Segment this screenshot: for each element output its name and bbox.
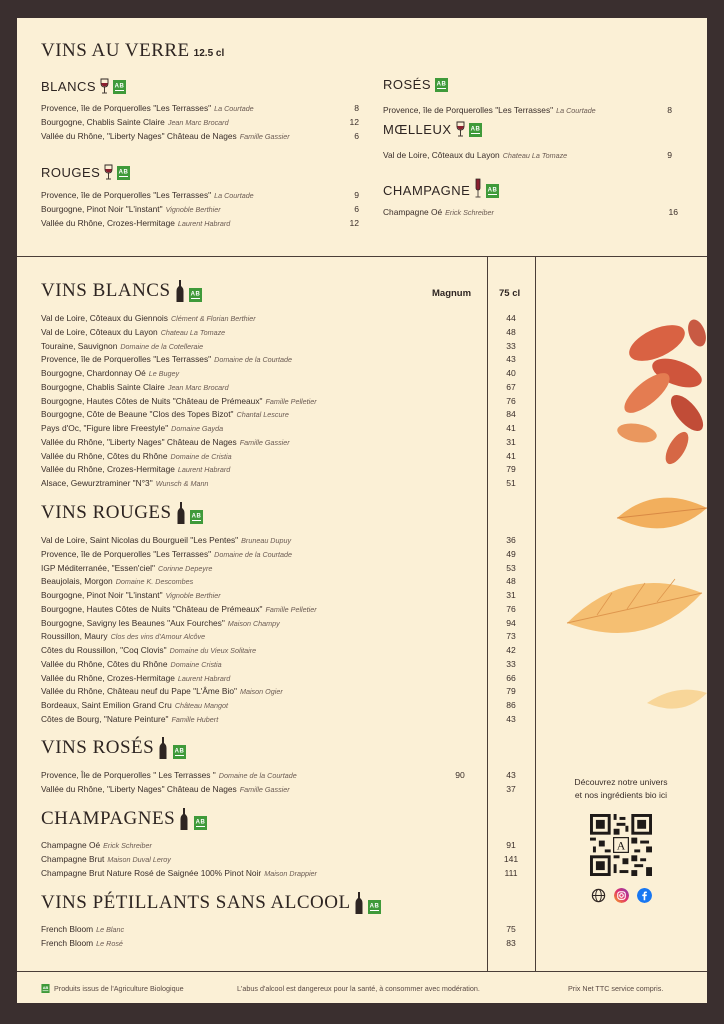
wine-row [41,395,317,407]
wine-row [41,203,221,215]
wine-name: Vallée du Rhône, Côtes du Rhône [41,450,168,461]
wine-producer: Domaine du Vieux Solitaire [169,646,257,655]
wine-producer: Clément & Florian Berthier [170,314,256,323]
wine-price: 31 [506,436,516,447]
wine-price: 33 [506,658,516,669]
wine-producer: Chateau La Tomaze [160,327,226,337]
wine-row [41,312,256,324]
wine-row [41,534,291,546]
wine-row [41,685,283,697]
wine-producer: Vignoble Berthier [165,591,221,600]
promo-line-2: et nos ingrédients bio ici [574,790,668,800]
wine-name: Alsace, Gewurztraminer "N°3" [41,478,153,488]
instagram-icon[interactable] [614,888,629,903]
wine-row [41,783,290,795]
wine-row [41,589,221,601]
orange-leaf-3 [647,690,707,709]
wine-producer: Famille Pelletier [265,604,317,614]
footer-prices: Prix Net TTC service compris. [568,984,664,993]
wine-name: IGP Méditerranée, "Essen'ciel" [41,562,155,573]
bio-label-icon [368,900,381,914]
wine-row [41,102,254,114]
wine-price: 43 [506,770,516,780]
wine-price: 84 [506,409,516,420]
wine-row [41,367,179,379]
wine-row [41,463,230,475]
bio-label-icon [435,78,448,92]
verre-rouges-heading: ROUGES [41,164,130,180]
promo-text [545,776,697,802]
wine-row [41,326,225,338]
wine-name: French Bloom [41,937,94,948]
verre-moelleux-heading: MŒLLEUX [383,121,482,137]
wine-name: Bordeaux, Saint Emilion Grand Cru [41,700,172,710]
wine-price: 49 [506,548,516,559]
wine-row [383,206,494,218]
wine-row [41,116,229,128]
footer-bio: Produits issus de l'Agriculture Biologique [41,984,184,993]
wine-row [41,575,193,587]
verre-champagne-heading: CHAMPAGNE [383,178,499,198]
wine-producer: Le Bugey [148,369,180,378]
wine-name: French Bloom [41,924,94,934]
wine-name: Côtes du Roussillon, "Coq Clovis" [41,645,167,655]
wine-row [41,699,228,711]
wine-row [41,381,229,393]
wine-price: 141 [503,853,519,864]
wine-producer: Domaine Gayda [171,424,224,433]
wine-name: Vallée du Rhône, Crozes-Hermitage [41,672,175,683]
wine-row [41,617,280,629]
wine-row [41,548,292,560]
wine-producer: Erick Schreiber [103,841,152,850]
wine-price: 48 [506,326,516,337]
wine-price: 16 [668,207,678,217]
wine-name: Bourgogne, Hautes Côtes de Nuits "Château de Prémeaux" [41,395,263,406]
wine-name: Bourgogne, Savigny les Beaunes "Aux Fourches" [41,617,225,628]
wine-producer: Vignoble Berthier [165,204,221,214]
wine-price: 86 [506,700,516,710]
wine-name: Champagne Oé [383,207,443,217]
wine-row [41,839,152,851]
red-leaf-cluster [616,317,707,467]
bio-label-icon [189,288,202,302]
wine-name: Beaujolais, Morgon [41,576,113,587]
wine-price: 9 [354,190,359,200]
wine-row [41,562,212,574]
wine-price: 111 [504,867,518,878]
wine-producer: Maison Champy [227,618,280,628]
bio-label-icon [190,510,203,524]
wine-row [41,630,205,642]
wine-row [41,672,230,684]
wine-name: Champagne Brut Nature Rosé de Saignée 100% Pinot Noir [41,867,262,878]
wine-row [41,189,254,201]
wine-bottle-icon [176,280,184,302]
wine-row [41,603,317,615]
wine-producer: Chantal Lescure [236,410,289,420]
wine-row [41,450,232,462]
wine-bottle-icon [177,502,185,524]
wine-price: 76 [506,395,516,406]
wine-bottle-icon [180,808,188,830]
bio-label-icon [194,816,207,830]
wine-price: 41 [506,450,516,461]
wine-name: Provence, île de Porquerolles "Les Terrasses" [41,354,212,365]
wine-price: 33 [506,340,516,351]
magnum-column-header: Magnum [432,288,472,299]
wine-glass-icon [100,78,109,94]
wine-price: 8 [667,105,672,115]
wine-producer: Clos des vins d'Amour Alcôve [110,632,206,642]
promo-line-1: Découvrez notre univers [574,777,668,787]
wine-price: 75 [506,924,516,934]
wine-row [41,477,208,489]
wine-name: Touraine, Sauvignon [41,340,118,351]
wine-name: Vallée du Rhône, Crozes-Hermitage [41,217,175,228]
wine-price: 12 [349,116,359,127]
wine-price: 6 [354,203,359,214]
wine-producer: Laurent Habrard [177,465,231,475]
wine-row [41,340,203,352]
wine-name: Val de Loire, Côteaux du Layon [41,326,158,337]
wine-row [41,408,289,420]
wine-producer: Famille Gassier [239,784,290,794]
wine-producer: Domaine de la Cotelleraie [120,341,204,351]
wine-price: 67 [506,381,516,392]
verre-blancs-heading: BLANCS [41,78,126,94]
wine-row [41,923,124,935]
bio-label-icon [41,984,50,993]
champagnes-title: CHAMPAGNES [41,808,207,830]
wine-glass-icon [456,121,465,137]
wine-name: Vallée du Rhône, Côtes du Rhône [41,658,168,669]
wine-price: 48 [506,576,516,587]
wine-name: Vallée du Rhône, Château neuf du Pape "L'Âme Bio" [41,686,237,697]
bio-label-icon [173,745,186,759]
wine-name: Champagne Brut [41,853,105,864]
vins-rouges-title: VINS ROUGES [41,502,203,524]
wine-producer: Famille Gassier [239,131,290,141]
verre-roses-heading: ROSÉS [383,77,448,92]
wine-row [41,644,256,656]
wine-producer: Corinne Depeyre [158,563,213,573]
verre-size: 12.5 cl [193,48,225,59]
wine-bottle-icon [355,892,363,914]
wine-price: 94 [506,617,516,628]
wine-producer: Le Blanc [96,925,125,934]
wine-price: 36 [506,535,516,545]
bio-label-icon [113,80,126,94]
wine-name: Val de Loire, Côteaux du Giennois [41,313,168,323]
wine-producer: Domaine K. Descombes [115,577,194,587]
wine-producer: Maison Ogier [239,687,283,697]
wine-name: Provence, île de Porquerolles "Les Terrasses" [41,103,212,113]
wine-row [41,353,292,365]
globe-icon[interactable] [591,888,606,903]
wine-row [41,658,222,670]
svg-text:A: A [616,838,626,853]
wine-producer: Domaine de la Courtade [214,355,293,365]
column-divider-right [535,256,536,971]
wine-producer: La Courtade [214,191,254,200]
wine-producer: Jean Marc Brocard [167,117,229,127]
wine-price: 37 [506,783,516,794]
wine-producer: Domaine de la Courtade [218,771,297,780]
vins-roses-title: VINS ROSÉS [41,737,186,759]
wine-producer: Laurent Habrard [177,673,231,683]
wine-producer: Le Rosé [96,938,123,948]
wine-name: Côtes de Bourg, "Nature Peinture" [41,713,169,724]
wine-row [383,104,596,116]
wine-price: 83 [506,937,516,948]
wine-row [41,853,171,865]
wine-row [41,937,123,949]
verre-title: VINS AU VERRE 12.5 cl [41,40,225,61]
wine-name: Bourgogne, Chablis Sainte Claire [41,381,165,392]
wine-price: 51 [506,478,516,488]
wine-row [41,130,290,142]
orange-leaf-2 [567,579,702,633]
wine-name: Val de Loire, Côteaux du Layon [383,150,500,160]
bio-label-icon [469,123,482,137]
wine-name: Roussillon, Maury [41,631,108,642]
wine-name: Pays d'Oc, "Figure libre Freestyle" [41,423,169,433]
wine-producer: Chateau La Tomaze [502,151,568,160]
wine-name: Provence, île de Porquerolles "Les Terrasses" [41,548,212,559]
wine-producer: Domaine de Cristia [170,451,232,461]
column-divider-left [487,256,488,971]
wine-price: 6 [354,130,359,141]
leaf-decoration [537,303,707,723]
wine-row [41,713,218,725]
wine-name: Vallée du Rhône, "Liberty Nages" Château de Nages [41,436,237,447]
wine-price: 91 [506,840,516,850]
wine-price: 43 [506,354,516,365]
wine-bottle-icon [159,737,167,759]
wine-magnum-price: 90 [455,770,465,780]
wine-price: 79 [506,686,516,697]
footer-divider [17,971,707,972]
wine-name: Bourgogne, Hautes Côtes de Nuits "Château de Prémeaux" [41,603,263,614]
wine-producer: La Courtade [214,104,254,113]
section-divider [17,256,707,257]
wine-name: Bourgogne, Chardonnay Oé [41,368,146,378]
wine-glass-icon [104,164,113,180]
wine-producer: La Courtade [556,106,596,115]
wine-name: Vallée du Rhône, Crozes-Hermitage [41,464,175,475]
champagne-flute-icon [474,178,482,198]
wine-producer: Maison Duval Leroy [107,854,171,864]
wine-row [41,436,290,448]
wine-price: 42 [506,645,516,655]
wine-name: Provence, île de Porquerolles "Les Terrasses" [41,190,212,200]
orange-leaf-1 [617,498,707,529]
wine-producer: Domaine de la Courtade [214,549,293,559]
facebook-icon[interactable] [637,888,652,903]
wine-name: Provence, île de Porquerolles "Les Terrasses" [383,105,554,115]
wine-producer: Erick Schreiber [445,208,494,217]
wine-price: 53 [506,562,516,573]
wine-row [41,769,297,781]
wine-producer: Laurent Habrard [177,218,231,228]
wine-price: 31 [506,590,516,600]
wine-producer: Famille Gassier [239,437,290,447]
wine-price: 41 [506,423,516,433]
wine-producer: Domaine Cristia [170,659,222,669]
vins-blancs-title: VINS BLANCS [41,280,202,302]
wine-price: 8 [354,103,359,113]
wine-name: Bourgogne, Chablis Sainte Claire [41,116,165,127]
wine-price: 40 [506,368,516,378]
wine-price: 12 [349,217,359,228]
wine-price: 76 [506,603,516,614]
wine-row [41,867,317,879]
bio-label-icon [486,184,499,198]
wine-price: 79 [506,464,516,475]
wine-price: 44 [506,313,516,323]
sans-alcool-title: VINS PÉTILLANTS SANS ALCOOL [41,892,381,914]
wine-name: Bourgogne, Pinot Noir "L'instant" [41,590,163,600]
wine-producer: Jean Marc Brocard [167,382,229,392]
wine-name: Val de Loire, Saint Nicolas du Bourgueil "Les Pentes" [41,535,239,545]
wine-row [41,422,223,434]
wine-price: 73 [506,631,516,642]
menu-page [17,18,707,1003]
wine-producer: Château Mangot [174,701,228,710]
bio-label-icon [117,166,130,180]
wine-name: Bourgogne, Côte de Beaune "Clos des Topes Bizot" [41,409,234,420]
wine-name: Provence, Île de Porquerolles " Les Terrasses " [41,770,216,780]
qr-code[interactable] [590,814,652,876]
wine-row [383,149,567,161]
wine-producer: Famille Hubert [171,714,219,724]
wine-producer: Bruneau Dupuy [241,536,292,545]
wine-price: 43 [506,713,516,724]
wine-producer: Famille Pelletier [265,396,317,406]
wine-producer: Maison Drappier [264,868,317,878]
bottle-column-header: 75 cl [499,288,521,299]
wine-producer: Wunsch & Mann [155,479,209,488]
wine-price: 9 [667,150,672,160]
wine-price: 66 [506,672,516,683]
wine-row [41,217,230,229]
wine-name: Vallée du Rhône, "Liberty Nages" Château de Nages [41,783,237,794]
wine-name: Bourgogne, Pinot Noir "L'instant" [41,203,163,214]
wine-name: Vallée du Rhône, "Liberty Nages" Château de Nages [41,130,237,141]
footer-alcohol-warning: L'abus d'alcool est dangereux pour la santé, à consommer avec modération. [237,984,480,993]
wine-name: Champagne Oé [41,840,101,850]
